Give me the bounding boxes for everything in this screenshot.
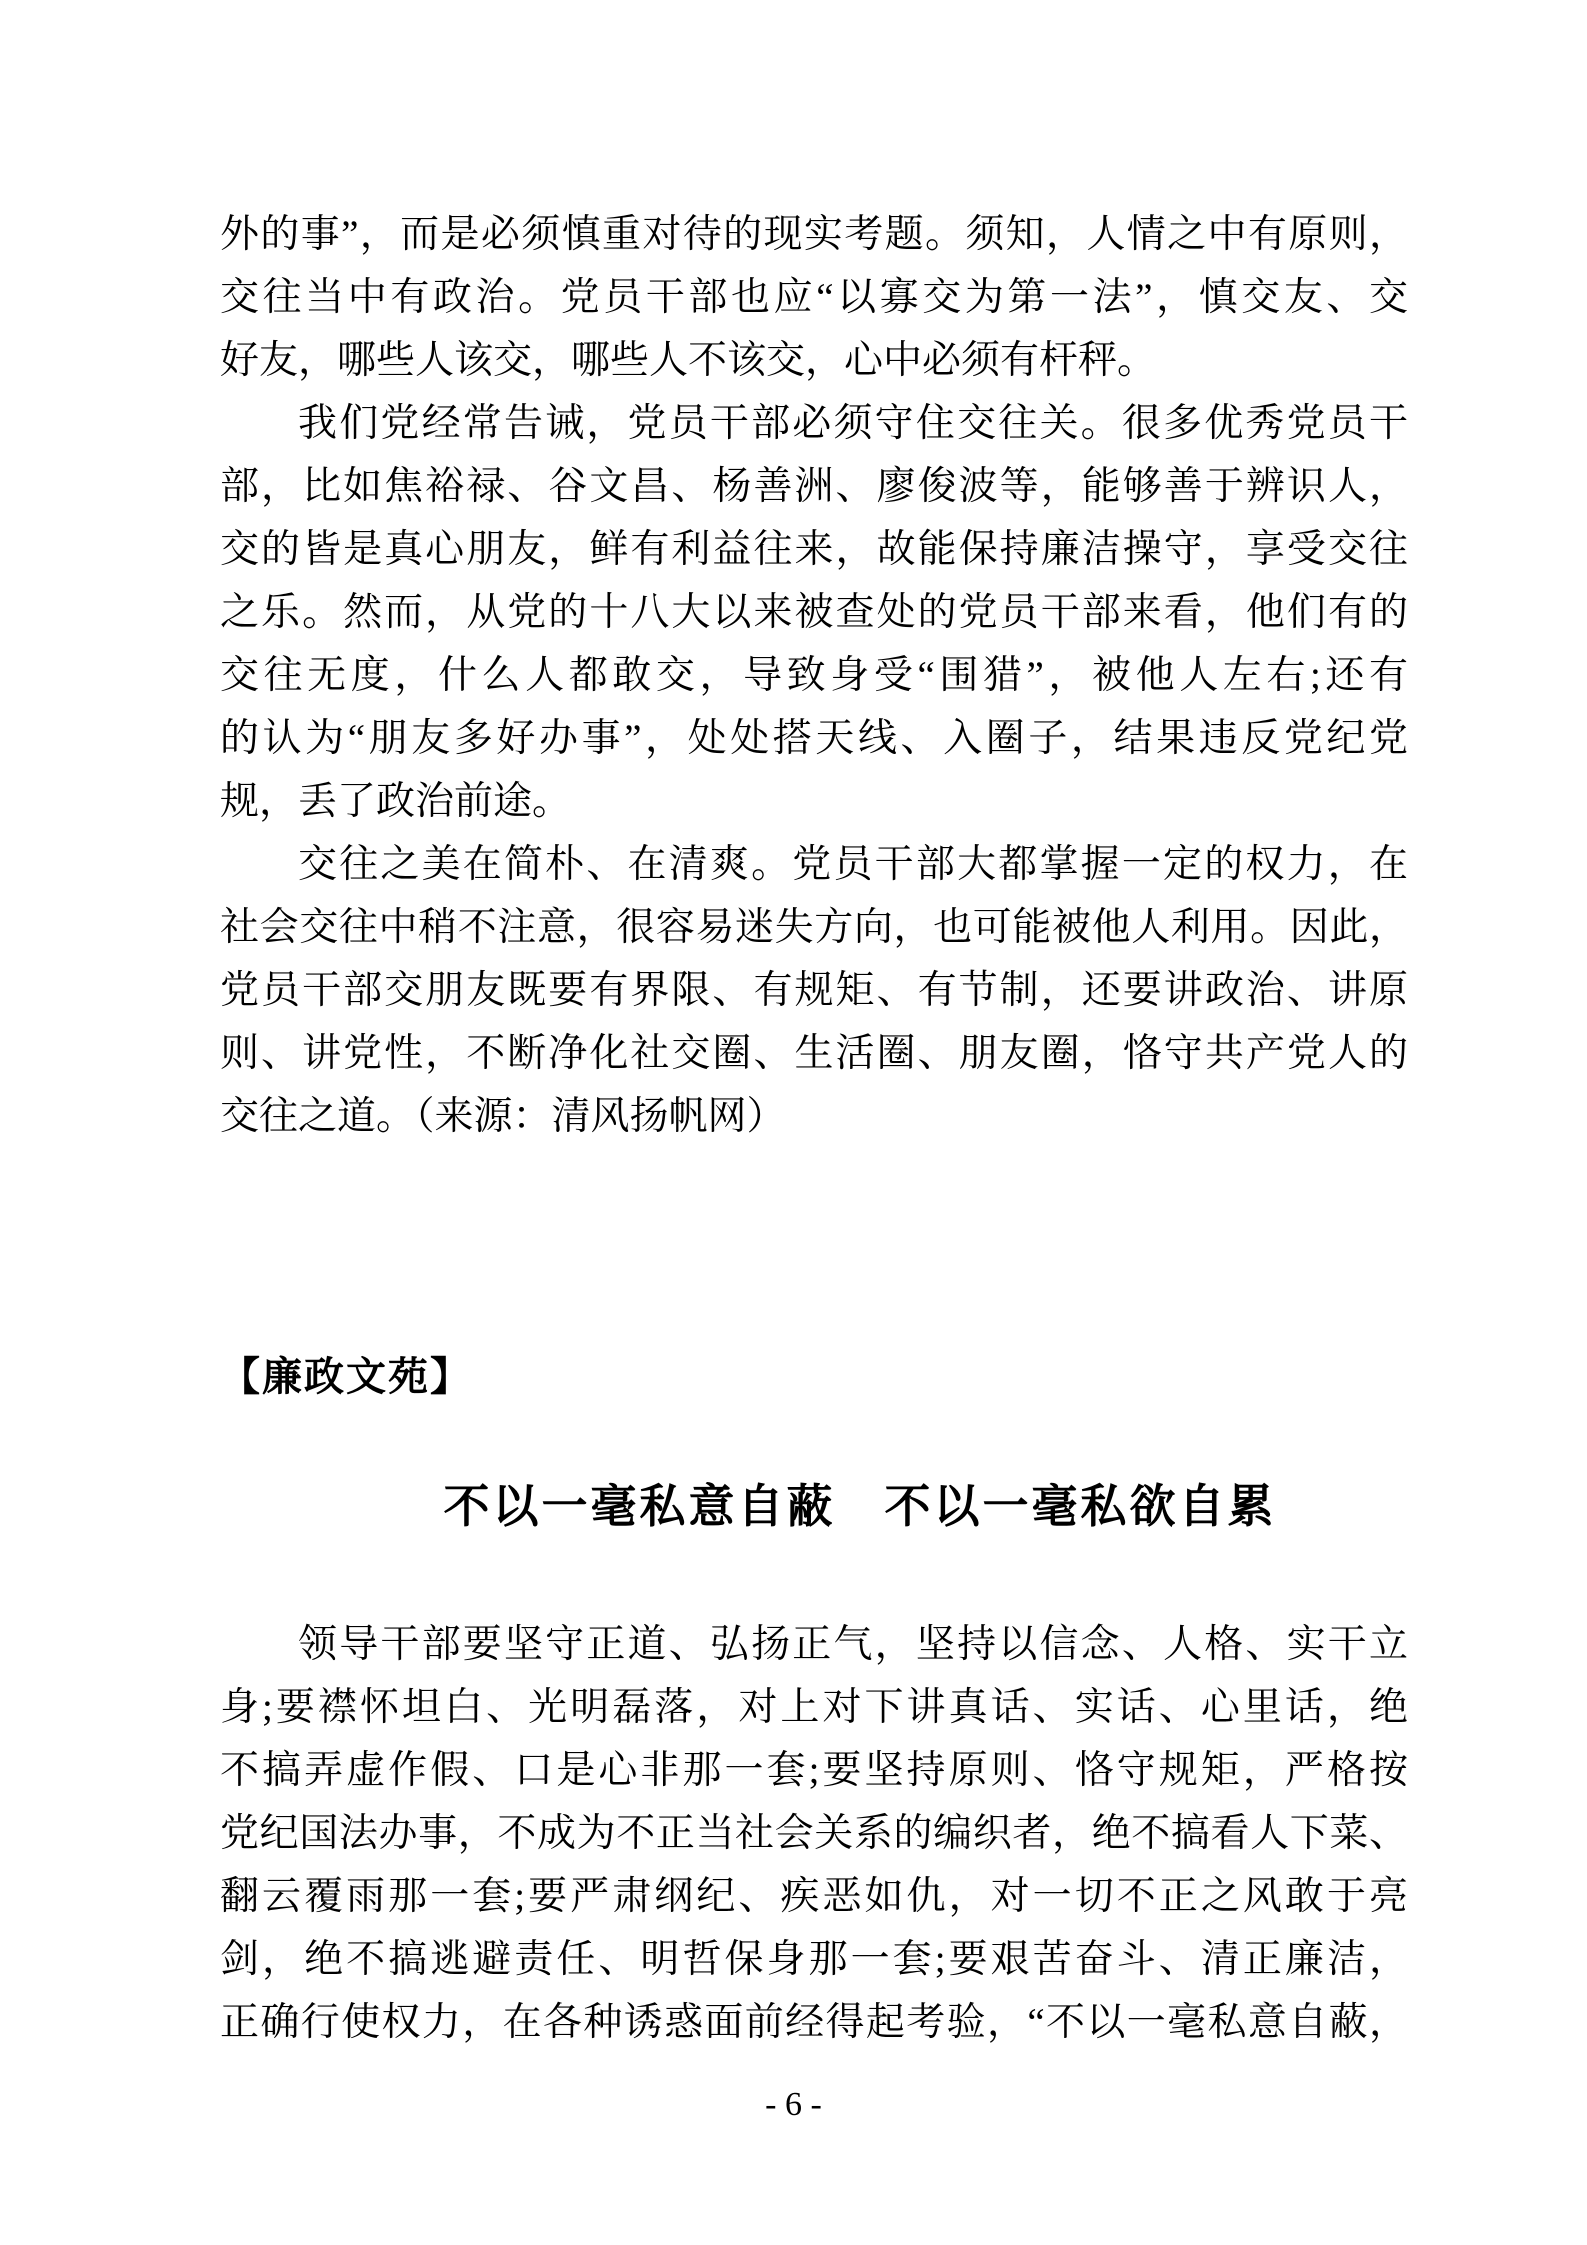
- text-line: 剑，绝不搞逃避责任、明哲保身那一套;要艰苦奋斗、清正廉洁，: [220, 1938, 1408, 1981]
- text-line: 则、讲党性，不断净化社交圈、生活圈、朋友圈，恪守共产党人的: [220, 1032, 1408, 1075]
- text-line: 交往无度，什么人都敢交，导致身受“围猎”，被他人左右;还有: [220, 654, 1408, 697]
- text-line: 交往之美在简朴、在清爽。党员干部大都掌握一定的权力，在: [298, 843, 1408, 886]
- text-line: 领导干部要坚守正道、弘扬正气，坚持以信念、人格、实干立: [298, 1623, 1408, 1666]
- text-line: 身;要襟怀坦白、光明磊落，对上对下讲真话、实话、心里话，绝: [220, 1686, 1408, 1729]
- article-title: 不以一毫私意自蔽 不以一毫私欲自累: [443, 1481, 1277, 1532]
- text-line: 部，比如焦裕禄、谷文昌、杨善洲、廖俊波等，能够善于辨识人，: [220, 465, 1408, 508]
- text-line: 之乐。然而，从党的十八大以来被查处的党员干部来看，他们有的: [220, 591, 1408, 634]
- text-line: 翻云覆雨那一套;要严肃纲纪、疾恶如仇，对一切不正之风敢于亮: [220, 1875, 1408, 1918]
- section-label: 【廉政文苑】: [220, 1355, 472, 1399]
- text-line: 规，丢了政治前途。: [220, 780, 572, 823]
- text-line: 党员干部交朋友既要有界限、有规矩、有节制，还要讲政治、讲原: [220, 969, 1408, 1012]
- page-number: - 6 -: [765, 2086, 822, 2123]
- body-text-block-integrity: [220, 1613, 1408, 2054]
- text-line: 好友，哪些人该交，哪些人不该交，心中必须有杆秤。: [220, 339, 1157, 382]
- text-line: 外的事”，而是必须慎重对待的现实考题。须知，人情之中有原则，: [220, 213, 1408, 256]
- text-line: 交的皆是真心朋友，鲜有利益往来，故能保持廉洁操守，享受交往: [220, 528, 1408, 571]
- text-line: 社会交往中稍不注意，很容易迷失方向，也可能被他人利用。因此，: [220, 906, 1408, 949]
- text-line: 正确行使权力，在各种诱惑面前经得起考验，“不以一毫私意自蔽，: [220, 2001, 1408, 2044]
- text-line: 交往之道。（来源：清风扬帆网）: [220, 1095, 786, 1138]
- page-content: [220, 0, 1408, 2054]
- text-line: 我们党经常告诫，党员干部必须守住交往关。很多优秀党员干: [298, 402, 1408, 445]
- text-line: 交往当中有政治。党员干部也应“以寡交为第一法”，慎交友、交: [220, 276, 1408, 319]
- text-line: 党纪国法办事，不成为不正当社会关系的编织者，绝不搞看人下菜、: [220, 1812, 1408, 1855]
- text-line: 的认为“朋友多好办事”，处处搭天线、入圈子，结果违反党纪党: [220, 717, 1408, 760]
- body-text-block-friendship: [220, 203, 1408, 1148]
- text-line: 不搞弄虚作假、口是心非那一套;要坚持原则、恪守规矩，严格按: [220, 1749, 1408, 1792]
